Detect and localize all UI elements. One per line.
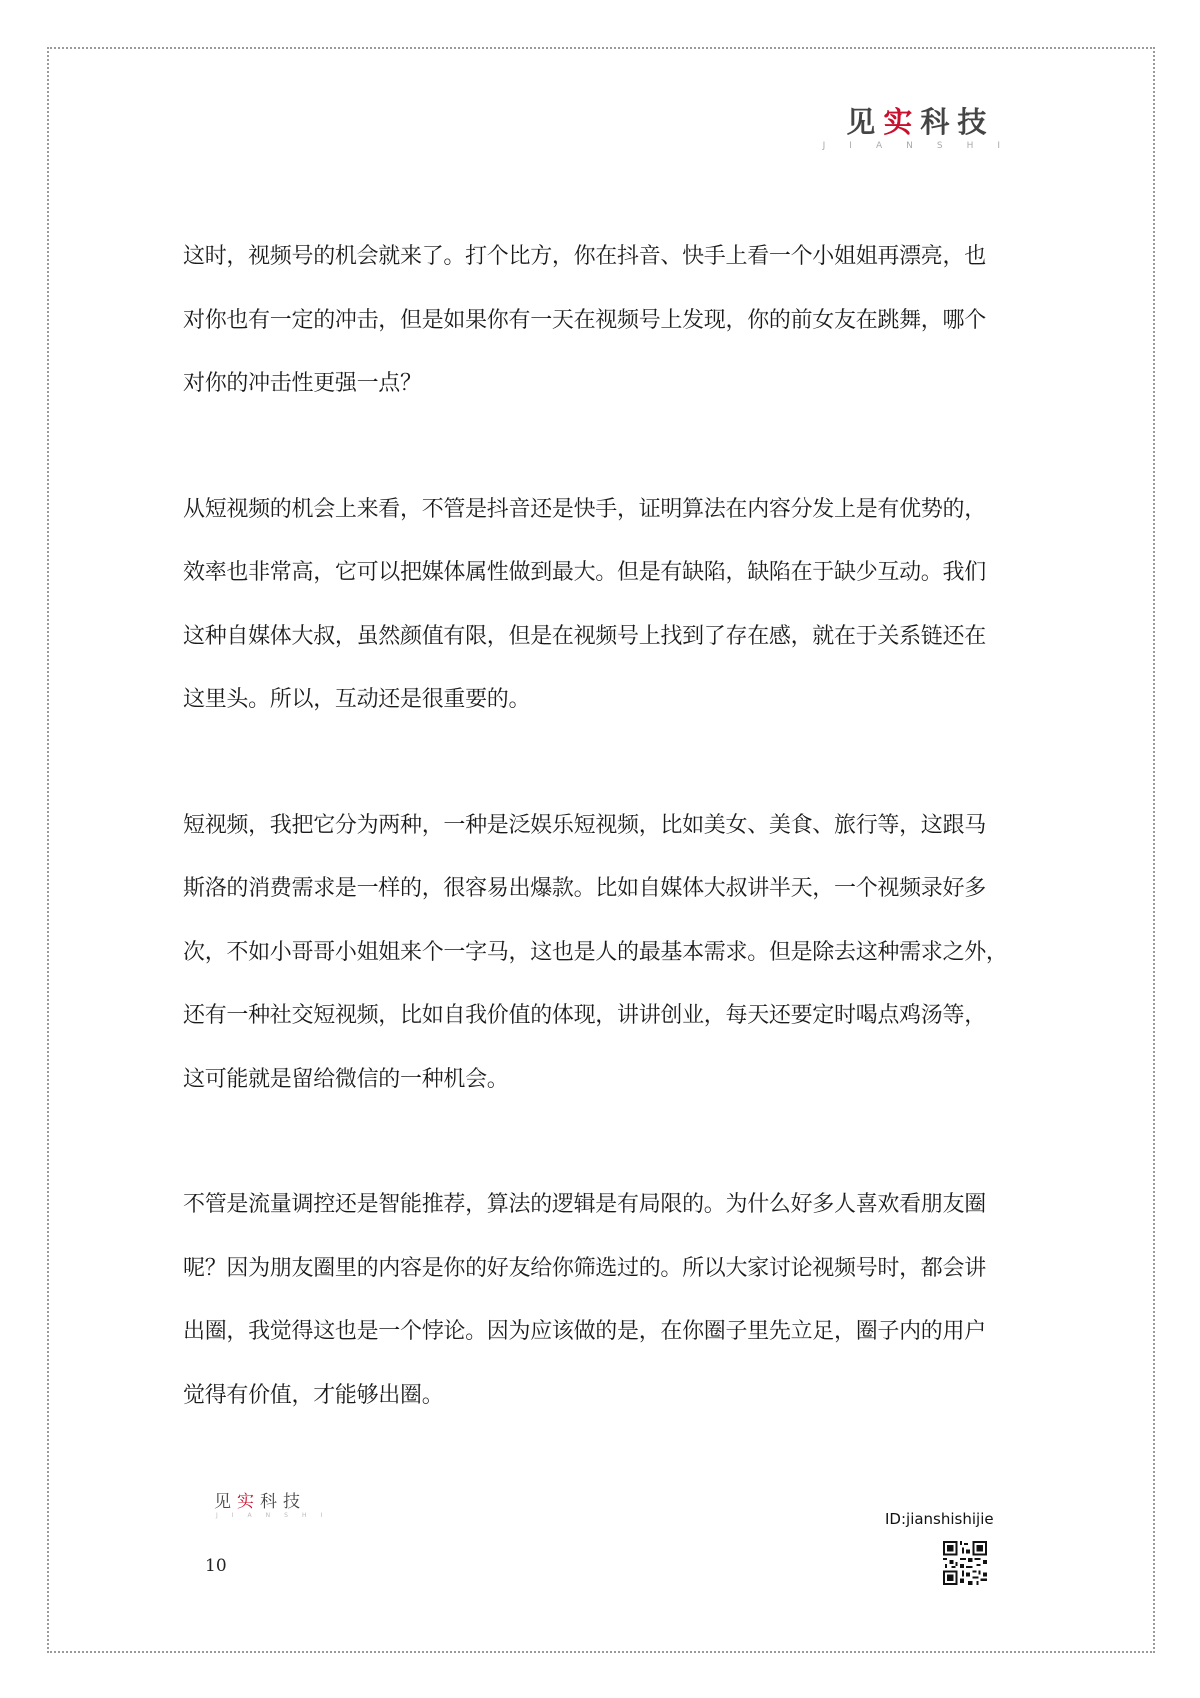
text-line: 这时，视频号的机会就来了。打个比方，你在抖音、快手上看一个小姐姐再漂亮，也 bbox=[183, 244, 986, 269]
footer-logo-text bbox=[214, 1487, 336, 1512]
article-body bbox=[183, 225, 1021, 1489]
text-line: 这种自媒体大叔，虽然颜值有限，但是在视频号上找到了存在感，就在于关系链还在 bbox=[183, 623, 986, 649]
text-line: 次，不如小哥哥小姐姐来个一字马，这也是人的最基本需求。但是除去这种需求之外， bbox=[183, 939, 1008, 965]
logo-char: 见 bbox=[846, 105, 884, 139]
logo-char: 技 bbox=[957, 105, 995, 139]
logo-char: 实 bbox=[883, 105, 921, 139]
text-line: 这里头。所以，互动还是很重要的。 bbox=[183, 687, 531, 712]
wechat-id: ID:jianshishijie bbox=[885, 1510, 994, 1528]
qr-code-icon bbox=[943, 1541, 987, 1585]
paragraph-1 bbox=[183, 225, 1021, 416]
paragraph-3 bbox=[183, 794, 1021, 1112]
logo-char: 科 bbox=[920, 105, 958, 139]
header-logo bbox=[817, 100, 1024, 151]
text-line: 效率也非常高，它可以把媒体属性做到最大。但是有缺陷，缺陷在于缺少互动。我们 bbox=[183, 560, 986, 585]
text-line: 呢？因为朋友圈里的内容是你的好友给你筛选过的。所以大家讨论视频号时，都会讲 bbox=[183, 1255, 986, 1281]
text-line: 对你的冲击性更强一点？ bbox=[183, 371, 422, 396]
footer-logo bbox=[214, 1487, 336, 1519]
header-logo-text bbox=[817, 100, 1024, 141]
text-line: 觉得有价值，才能够出圈。 bbox=[183, 1382, 444, 1408]
logo-char: 见 bbox=[214, 1492, 237, 1512]
text-line: 斯洛的消费需求是一样的，很容易出爆款。比如自媒体大叔讲半天，一个视频录好多 bbox=[183, 876, 986, 901]
logo-char: 科 bbox=[260, 1492, 283, 1512]
header-logo-subtitle: JIANSHI bbox=[822, 141, 1024, 151]
text-line: 还有一种社交短视频，比如自我价值的体现，讲讲创业，每天还要定时喝点鸡汤等， bbox=[183, 1003, 986, 1028]
text-line: 这可能就是留给微信的一种机会。 bbox=[183, 1066, 509, 1092]
text-line: 从短视频的机会上来看，不管是抖音还是快手，证明算法在内容分发上是有优势的， bbox=[183, 496, 986, 522]
page-number: 10 bbox=[205, 1556, 227, 1576]
paragraph-2 bbox=[183, 478, 1021, 732]
logo-char: 技 bbox=[283, 1492, 306, 1512]
paragraph-4 bbox=[183, 1173, 1021, 1427]
text-line: 短视频，我把它分为两种，一种是泛娱乐短视频，比如美女、美食、旅行等，这跟马 bbox=[183, 812, 986, 838]
text-line: 不管是流量调控还是智能推荐，算法的逻辑是有局限的。为什么好多人喜欢看朋友圈 bbox=[183, 1192, 986, 1217]
text-line: 对你也有一定的冲击，但是如果你有一天在视频号上发现，你的前女友在跳舞，哪个 bbox=[183, 307, 986, 333]
text-line: 出圈，我觉得这也是一个悖论。因为应该做的是，在你圈子里先立足，圈子内的用户 bbox=[183, 1319, 986, 1344]
logo-char: 实 bbox=[237, 1492, 260, 1512]
footer-logo-subtitle: JIANSHI bbox=[216, 1512, 337, 1519]
